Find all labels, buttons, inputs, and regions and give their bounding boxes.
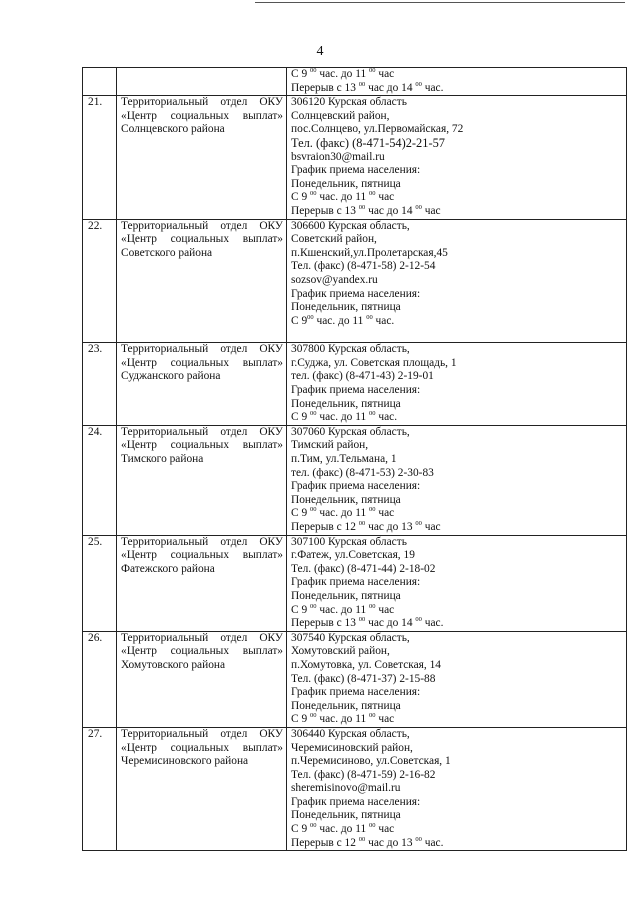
contact-text: 306600 Курская область, bbox=[291, 219, 410, 232]
table-row bbox=[83, 219, 627, 343]
contact-line bbox=[291, 576, 623, 590]
superscript-minutes: 00 bbox=[369, 410, 376, 418]
contact-text: С 9 bbox=[291, 68, 310, 80]
contact-text: Понедельник, пятница bbox=[291, 397, 401, 410]
contact-line bbox=[291, 274, 623, 288]
superscript-minutes: 00 bbox=[307, 313, 314, 321]
superscript-minutes: 00 bbox=[415, 80, 422, 88]
contact-line bbox=[291, 288, 623, 302]
contact-text: г.Фатеж, ул.Советская, 19 bbox=[291, 549, 415, 562]
contact-text: час bbox=[421, 204, 441, 217]
superscript-minutes: 00 bbox=[310, 190, 317, 198]
table-row bbox=[83, 343, 627, 426]
contact-text: час. до 11 bbox=[316, 603, 370, 616]
contact-text: 307060 Курская область, bbox=[291, 425, 410, 438]
superscript-minutes: 00 bbox=[369, 712, 376, 720]
contact-line bbox=[291, 563, 623, 577]
contact-line bbox=[291, 673, 623, 687]
contact-line bbox=[291, 700, 623, 714]
row-number-cell: 27. bbox=[83, 727, 117, 850]
table-row bbox=[83, 425, 627, 535]
contact-text: п.Кшенский,ул.Пролетарская,45 bbox=[291, 246, 448, 259]
contact-line bbox=[291, 205, 623, 219]
superscript-minutes: 00 bbox=[369, 822, 376, 830]
contact-line bbox=[291, 301, 623, 315]
contact-text: Тел. (факс) (8-471-58) 2-12-54 bbox=[291, 260, 436, 273]
contact-line bbox=[291, 68, 623, 82]
contact-text: Перерыв с 12 bbox=[291, 521, 359, 533]
contact-text: С 9 bbox=[291, 713, 310, 726]
superscript-minutes: 00 bbox=[358, 204, 366, 212]
contact-text: График приема населения: bbox=[291, 795, 421, 808]
contact-text: час до 14 bbox=[365, 617, 416, 630]
row-number-cell: 24. bbox=[83, 425, 117, 535]
contact-text: час bbox=[375, 603, 395, 616]
contact-text: тел. (факс) (8-471-53) 2-30-83 bbox=[291, 466, 434, 479]
contact-text: С 9 bbox=[291, 411, 310, 424]
contact-text: Тел. (факс) (8-471-54)2-21-57 bbox=[291, 135, 445, 150]
offices-table bbox=[82, 67, 627, 851]
superscript-minutes: 00 bbox=[369, 190, 376, 198]
contact-line bbox=[291, 549, 623, 563]
table-row bbox=[83, 727, 627, 850]
contact-text: час. до 11 bbox=[316, 68, 370, 80]
office-name-cell bbox=[117, 68, 287, 96]
office-name-cell: Территориальный отдел ОКУ «Центр социальных выплат» Тимского района bbox=[117, 425, 287, 535]
superscript-minutes: 00 bbox=[310, 67, 317, 75]
contact-text: Тел. (факс) (8-471-44) 2-18-02 bbox=[291, 562, 436, 575]
contact-line bbox=[291, 357, 623, 371]
contact-line bbox=[291, 713, 623, 727]
table-row-continuation bbox=[83, 68, 627, 96]
contact-line bbox=[291, 260, 623, 274]
contact-text: График приема населения: bbox=[291, 686, 421, 699]
contact-line bbox=[291, 370, 623, 384]
office-name-cell: Территориальный отдел ОКУ «Центр социальных выплат» Черемисиновского района bbox=[117, 727, 287, 850]
contact-cell bbox=[287, 96, 627, 219]
contact-text: час bbox=[375, 191, 395, 204]
contact-line bbox=[291, 590, 623, 604]
contact-line bbox=[291, 384, 623, 398]
row-number-cell: 23. bbox=[83, 343, 117, 426]
contact-text: 307100 Курская область bbox=[291, 535, 407, 548]
superscript-minutes: 00 bbox=[310, 602, 317, 610]
contact-text: г.Суджа, ул. Советская площадь, 1 bbox=[291, 356, 457, 369]
table-row bbox=[83, 96, 627, 219]
contact-line bbox=[291, 343, 623, 357]
row-number-cell: 26. bbox=[83, 631, 117, 727]
contact-line bbox=[291, 782, 623, 796]
contact-text: sheremisinovo@mail.ru bbox=[291, 782, 401, 795]
contact-line bbox=[291, 96, 623, 110]
contact-line bbox=[291, 467, 623, 481]
contact-text: час bbox=[375, 507, 395, 520]
contact-text: Понедельник, пятница bbox=[291, 809, 401, 822]
contact-text: Понедельник, пятница bbox=[291, 699, 401, 712]
contact-cell bbox=[287, 631, 627, 727]
contact-text: час bbox=[375, 713, 395, 726]
contact-line bbox=[291, 480, 623, 494]
contact-text: С 9 bbox=[291, 191, 310, 204]
contact-text: Черемисиновский район, bbox=[291, 741, 413, 754]
contact-text: час. до 11 bbox=[313, 314, 367, 327]
top-rule bbox=[255, 2, 625, 3]
contact-line bbox=[291, 645, 623, 659]
contact-text: График приема населения: bbox=[291, 287, 421, 300]
contact-text: час до 14 bbox=[365, 204, 416, 217]
contact-cell bbox=[287, 425, 627, 535]
row-number-cell: 25. bbox=[83, 535, 117, 631]
superscript-minutes: 00 bbox=[369, 67, 376, 75]
office-name-cell: Территориальный отдел ОКУ «Центр социальных выплат» Солнцевского района bbox=[117, 96, 287, 219]
contact-line bbox=[291, 617, 623, 631]
office-name-cell: Территориальный отдел ОКУ «Центр социальных выплат» Суджанского района bbox=[117, 343, 287, 426]
contact-text: Хомутовский район, bbox=[291, 645, 390, 658]
contact-text: п.Хомутовка, ул. Советская, 14 bbox=[291, 658, 441, 671]
contact-text: Перерыв с 12 bbox=[291, 836, 359, 849]
contact-line bbox=[291, 191, 623, 205]
contact-text: 306440 Курская область, bbox=[291, 727, 410, 740]
contact-line bbox=[291, 411, 623, 425]
contact-text: час до 14 bbox=[365, 81, 416, 94]
contact-line bbox=[291, 164, 623, 178]
contact-text: Понедельник, пятница bbox=[291, 589, 401, 602]
contact-line bbox=[291, 494, 623, 508]
contact-line bbox=[291, 769, 623, 783]
contact-text: Перерыв с 13 bbox=[291, 204, 359, 217]
contact-text: Понедельник, пятница bbox=[291, 301, 401, 314]
contact-line bbox=[291, 632, 623, 646]
superscript-minutes: 00 bbox=[358, 835, 366, 843]
contact-text: час. до 11 bbox=[316, 713, 370, 726]
contact-text: bsvraion30@mail.ru bbox=[291, 150, 385, 163]
offices-table-body bbox=[83, 68, 627, 851]
contact-line bbox=[291, 151, 623, 165]
superscript-minutes: 00 bbox=[415, 835, 422, 843]
contact-text: час до 13 bbox=[365, 836, 416, 849]
row-number-cell: 22. bbox=[83, 219, 117, 343]
office-name-cell: Территориальный отдел ОКУ «Центр социальных выплат» Хомутовского района bbox=[117, 631, 287, 727]
table-row bbox=[83, 535, 627, 631]
contact-text: час. bbox=[375, 411, 398, 424]
contact-text: Тел. (факс) (8-471-59) 2-16-82 bbox=[291, 768, 436, 781]
contact-text: График приема населения: bbox=[291, 576, 421, 589]
contact-line bbox=[291, 659, 623, 673]
contact-line bbox=[291, 755, 623, 769]
contact-line bbox=[291, 426, 623, 440]
superscript-minutes: 00 bbox=[310, 410, 317, 418]
contact-text: п.Черемисиново, ул.Советская, 1 bbox=[291, 755, 451, 768]
contact-text: час. bbox=[421, 836, 444, 849]
superscript-minutes: 00 bbox=[310, 712, 317, 720]
contact-text: 307540 Курская область, bbox=[291, 631, 410, 644]
contact-text: Советский район, bbox=[291, 233, 377, 246]
contact-text: С 9 bbox=[291, 603, 310, 616]
contact-text: 307800 Курская область, bbox=[291, 343, 410, 356]
contact-text: тел. (факс) (8-471-43) 2-19-01 bbox=[291, 370, 434, 383]
contact-text: С 9 bbox=[291, 314, 308, 327]
superscript-minutes: 00 bbox=[358, 520, 366, 528]
row-number-cell bbox=[83, 68, 117, 96]
superscript-minutes: 00 bbox=[358, 616, 366, 624]
contact-text: час. до 11 bbox=[316, 823, 370, 836]
superscript-minutes: 00 bbox=[366, 313, 373, 321]
contact-text: Понедельник, пятница bbox=[291, 177, 401, 190]
contact-line bbox=[291, 453, 623, 467]
contact-text: час. bbox=[421, 81, 444, 94]
contact-text: С 9 bbox=[291, 507, 310, 520]
superscript-minutes: 00 bbox=[369, 506, 376, 514]
contact-line bbox=[291, 536, 623, 550]
contact-line bbox=[291, 728, 623, 742]
contact-text: С 9 bbox=[291, 823, 310, 836]
contact-text: Перерыв с 13 bbox=[291, 81, 359, 94]
contact-line bbox=[291, 123, 623, 137]
superscript-minutes: 00 bbox=[369, 602, 376, 610]
contact-text: sozsov@yandex.ru bbox=[291, 273, 378, 286]
contact-line bbox=[291, 178, 623, 192]
contact-line bbox=[291, 604, 623, 618]
contact-text: час bbox=[375, 823, 395, 836]
contact-text: Понедельник, пятница bbox=[291, 493, 401, 506]
contact-text: Тел. (факс) (8-471-37) 2-15-88 bbox=[291, 672, 436, 685]
contact-text: час. до 11 bbox=[316, 507, 370, 520]
contact-line bbox=[291, 823, 623, 837]
contact-text: п.Тим, ул.Тельмана, 1 bbox=[291, 453, 397, 466]
contact-cell bbox=[287, 727, 627, 850]
contact-text: Перерыв с 13 bbox=[291, 617, 359, 630]
contact-line bbox=[291, 507, 623, 521]
contact-text: час bbox=[375, 68, 395, 80]
contact-text: час. до 11 bbox=[316, 411, 370, 424]
contact-line bbox=[291, 220, 623, 234]
contact-line bbox=[291, 398, 623, 412]
contact-line bbox=[291, 742, 623, 756]
superscript-minutes: 00 bbox=[415, 520, 422, 528]
superscript-minutes: 00 bbox=[415, 204, 422, 212]
contact-text: час. до 11 bbox=[316, 191, 370, 204]
contact-line bbox=[291, 233, 623, 247]
contact-text: пос.Солнцево, ул.Первомайская, 72 bbox=[291, 123, 464, 136]
contact-cell bbox=[287, 535, 627, 631]
contact-cell bbox=[287, 343, 627, 426]
page-number: 4 bbox=[316, 44, 324, 59]
contact-text: График приема населения: bbox=[291, 480, 421, 493]
contact-text: Солнцевский район, bbox=[291, 109, 390, 122]
contact-line bbox=[291, 315, 623, 329]
row-number-cell: 21. bbox=[83, 96, 117, 219]
contact-line bbox=[291, 247, 623, 261]
contact-line bbox=[291, 796, 623, 810]
table-row bbox=[83, 631, 627, 727]
contact-text: 306120 Курская область bbox=[291, 96, 407, 109]
contact-text: час. bbox=[421, 617, 444, 630]
contact-line bbox=[291, 110, 623, 124]
contact-text: час до 13 bbox=[365, 521, 416, 533]
superscript-minutes: 00 bbox=[310, 822, 317, 830]
contact-text: График приема населения: bbox=[291, 164, 421, 177]
superscript-minutes: 00 bbox=[310, 506, 317, 514]
contact-cell bbox=[287, 219, 627, 343]
contact-line bbox=[291, 837, 623, 851]
contact-text: График приема населения: bbox=[291, 384, 421, 397]
contact-line bbox=[291, 137, 623, 151]
office-name-cell: Территориальный отдел ОКУ «Центр социальных выплат» Фатежского района bbox=[117, 535, 287, 631]
contact-text: Тимский район, bbox=[291, 439, 369, 452]
contact-line bbox=[291, 439, 623, 453]
superscript-minutes: 00 bbox=[415, 616, 422, 624]
contact-line bbox=[291, 809, 623, 823]
contact-line bbox=[291, 82, 623, 96]
contact-line bbox=[291, 521, 623, 535]
contact-line bbox=[291, 686, 623, 700]
contact-text: час bbox=[421, 521, 441, 533]
office-name-cell: Территориальный отдел ОКУ «Центр социальных выплат» Советского района bbox=[117, 219, 287, 343]
contact-cell bbox=[287, 68, 627, 96]
contact-text: час. bbox=[372, 314, 395, 327]
superscript-minutes: 00 bbox=[358, 80, 366, 88]
